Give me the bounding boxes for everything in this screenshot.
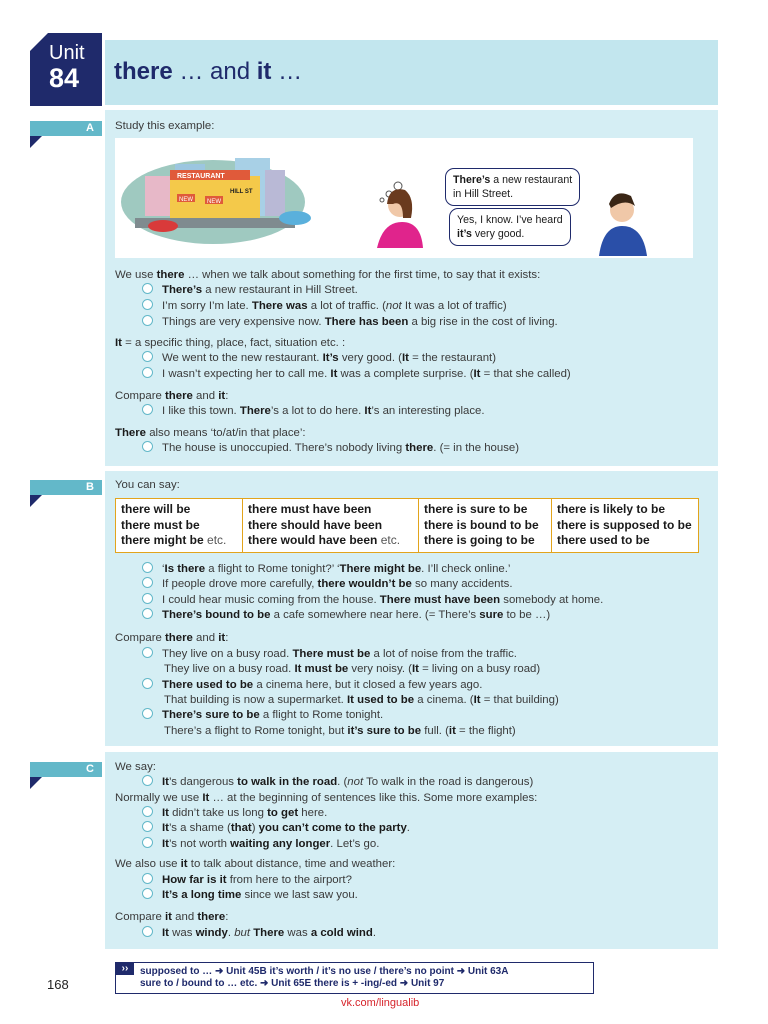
double-chevron-icon: ›› xyxy=(116,963,134,975)
bullet-icon xyxy=(142,873,153,884)
section-c-paragraph-1: Normally we use It … at the beginning of sentences like this. Some more examples: xyxy=(115,792,538,804)
section-b-tab: B xyxy=(30,480,102,495)
bullet-icon xyxy=(142,441,153,452)
bullet-icon xyxy=(142,775,153,786)
section-a-intro: Study this example: xyxy=(115,120,215,132)
bullet-icon xyxy=(142,821,153,832)
example-c1: It’s dangerous to walk in the road. (not To walk in the road is dangerous) xyxy=(142,775,533,790)
svg-text:NEW: NEW xyxy=(179,197,193,203)
example-b6-second: That building is now a supermarket. It used to be a cinema. (It = that building) xyxy=(164,694,559,706)
example-b5-second: They live on a busy road. It must be very noisy. (It = living on a busy road) xyxy=(164,663,541,675)
unit-label: Unit xyxy=(49,42,85,64)
bullet-icon xyxy=(142,315,153,326)
example-a3: Things are very expensive now. There has been a big rise in the cost of living. xyxy=(142,315,558,330)
example-c7: It was windy. but There was a cold wind. xyxy=(142,926,376,941)
bullet-icon xyxy=(142,678,153,689)
svg-text:HILL ST: HILL ST xyxy=(230,189,253,195)
example-b5: They live on a busy road. There must be a lot of noise from the traffic. xyxy=(142,647,517,662)
example-a2: I’m sorry I’m late. There was a lot of traffic. (not It was a lot of traffic) xyxy=(142,299,507,314)
section-b-intro: You can say: xyxy=(115,479,180,491)
bullet-icon xyxy=(142,837,153,848)
section-a-paragraph-1: We use there … when we talk about something for the first time, to say that it exists: xyxy=(115,269,541,281)
bullet-icon xyxy=(142,367,153,378)
bullet-icon xyxy=(142,926,153,937)
bullet-icon xyxy=(142,608,153,619)
unit-number: 84 xyxy=(49,63,80,93)
example-b6: There used to be a cinema here, but it closed a few years ago. xyxy=(142,678,482,693)
cross-reference-line-1: supposed to … ➜ Unit 45B it’s worth / it’s no use / there’s no point ➜ Unit 63A xyxy=(140,966,509,977)
section-c-paragraph-3: Compare it and there: xyxy=(115,911,229,923)
example-a5: I wasn’t expecting her to call me. It was a complete surprise. (It = that she called) xyxy=(142,367,571,382)
example-c4: It’s not worth waiting any longer. Let’s go. xyxy=(142,837,379,852)
bullet-icon xyxy=(142,647,153,658)
section-a-paragraph-2: It = a specific thing, place, fact, situation etc. : xyxy=(115,337,346,349)
source-link[interactable]: vk.com/lingualib xyxy=(341,997,420,1009)
table-cell: there must have been there should have been there would have been etc. xyxy=(243,499,419,553)
table-cell: there will be there must be there might be etc. xyxy=(116,499,243,553)
example-b1: ‘Is there a flight to Rome tonight?’ ‘There might be. I’ll check online.’ xyxy=(142,562,510,577)
example-c6: It’s a long time since we last saw you. xyxy=(142,888,358,903)
bullet-icon xyxy=(142,806,153,817)
section-a-tab: A xyxy=(30,121,102,136)
speech-bubble-woman: There’s a new restaurant in Hill Street. xyxy=(445,168,580,206)
example-c5: How far is it from here to the airport? xyxy=(142,873,352,888)
svg-text:RESTAURANT: RESTAURANT xyxy=(177,173,225,180)
example-a7: The house is unoccupied. There’s nobody living there. (= in the house) xyxy=(142,441,519,456)
cross-reference-box xyxy=(115,962,594,994)
example-a4: We went to the new restaurant. It’s very good. (It = the restaurant) xyxy=(142,351,496,366)
example-a6: I like this town. There’s a lot to do here. It’s an interesting place. xyxy=(142,404,485,419)
section-c-intro: We say: xyxy=(115,761,156,773)
example-c3: It’s a shame (that) you can’t come to the party. xyxy=(142,821,410,836)
section-a-paragraph-4: There also means ‘to/at/in that place’: xyxy=(115,427,306,439)
page-number: 168 xyxy=(47,977,69,992)
restaurant-scene-image xyxy=(115,138,693,258)
section-a-paragraph-3: Compare there and it: xyxy=(115,390,229,402)
cross-reference-line-2: sure to / bound to … etc. ➜ Unit 65E there is + -ing/-ed ➜ Unit 97 xyxy=(140,978,445,989)
title-bar xyxy=(105,40,718,105)
bullet-icon xyxy=(142,708,153,719)
table-cell: there is likely to be there is supposed to be there used to be xyxy=(552,499,699,553)
bullet-icon xyxy=(142,562,153,573)
bullet-icon xyxy=(142,404,153,415)
section-b-paragraph-1: Compare there and it: xyxy=(115,632,229,644)
svg-text:NEW: NEW xyxy=(207,199,221,205)
example-b4: There’s bound to be a cafe somewhere near here. (= There’s sure to be …) xyxy=(142,608,550,623)
unit-badge xyxy=(30,33,102,106)
page-title: there … and it … xyxy=(114,58,303,85)
bullet-icon xyxy=(142,299,153,310)
structures-table xyxy=(115,498,699,553)
example-b3: I could hear music coming from the house. There must have been somebody at home. xyxy=(142,593,603,608)
example-b7-second: There’s a flight to Rome tonight, but it’s sure to be full. (it = the flight) xyxy=(164,725,516,737)
example-b7: There’s sure to be a flight to Rome tonight. xyxy=(142,708,383,723)
table-cell: there is sure to be there is bound to be there is going to be xyxy=(419,499,552,553)
section-c-paragraph-2: We also use it to talk about distance, time and weather: xyxy=(115,858,396,870)
bullet-icon xyxy=(142,577,153,588)
bullet-icon xyxy=(142,593,153,604)
speech-bubble-man: Yes, I know. I’ve heard it’s very good. xyxy=(449,208,571,246)
example-c2: It didn’t take us long to get here. xyxy=(142,806,327,821)
bullet-icon xyxy=(142,283,153,294)
example-a1: There’s a new restaurant in Hill Street. xyxy=(142,283,358,298)
section-c-tab: C xyxy=(30,762,102,777)
illustration xyxy=(115,138,693,258)
bullet-icon xyxy=(142,888,153,899)
example-b2: If people drove more carefully, there wouldn’t be so many accidents. xyxy=(142,577,513,592)
bullet-icon xyxy=(142,351,153,362)
